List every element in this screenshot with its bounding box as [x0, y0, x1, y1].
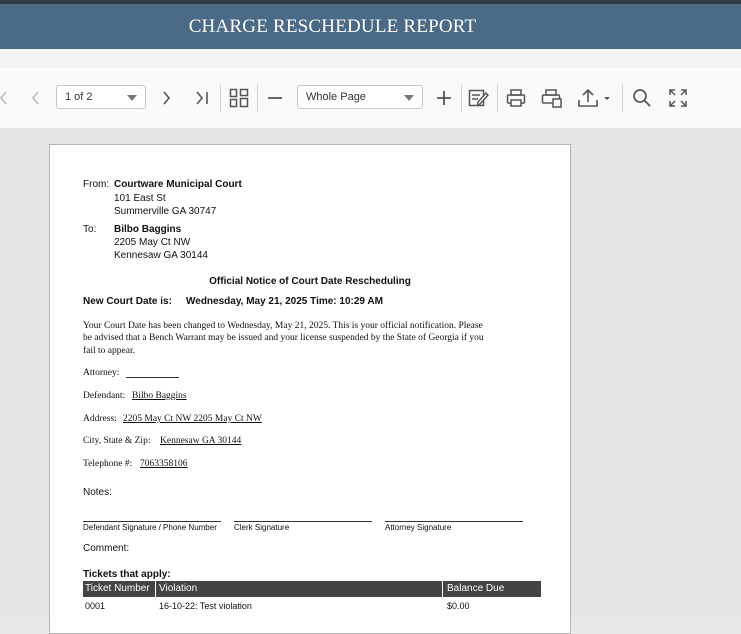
attorney-signature-line	[385, 521, 523, 522]
attorney-blank-line	[126, 377, 179, 378]
column-divider	[442, 581, 443, 597]
toolbar-separator	[622, 84, 623, 112]
last-page-icon	[194, 90, 210, 106]
multipage-button[interactable]	[228, 84, 250, 112]
export-button[interactable]	[576, 84, 612, 112]
search-button[interactable]	[630, 84, 654, 112]
zoom-out-button[interactable]	[264, 84, 286, 112]
chevron-left-icon	[30, 90, 40, 106]
print-button[interactable]	[504, 84, 528, 112]
column-divider	[155, 581, 156, 597]
edit-form-button[interactable]	[467, 84, 491, 112]
edit-form-icon	[468, 88, 490, 108]
title-bar	[0, 4, 741, 49]
column-header-ticket: Ticket Number	[85, 583, 150, 594]
toolbar-separator	[461, 84, 462, 112]
chevron-left-icon	[0, 90, 8, 106]
to-address-line1: 2205 May Ct NW	[114, 237, 191, 248]
clerk-signature-line	[234, 521, 372, 522]
address-value: 2205 May Ct NW 2205 May Ct NW	[123, 414, 262, 424]
last-page-button[interactable]	[192, 84, 212, 112]
fullscreen-button[interactable]	[666, 84, 690, 112]
report-page	[49, 144, 571, 634]
defendant-signature-caption: Defendant Signature / Phone Number	[83, 523, 217, 532]
toolbar-separator	[497, 84, 498, 112]
zoom-select-value: Whole Page	[306, 91, 366, 103]
notice-heading: Official Notice of Court Date Rescheduling	[209, 276, 411, 287]
notice-body-line1: Your Court Date has been changed to Wednesday, May 21, 2025. This is your official notification. Please	[83, 321, 483, 331]
zoom-out-icon	[266, 89, 284, 107]
attorney-label: Attorney:	[83, 368, 120, 378]
from-address-line2: Summerville GA 30747	[114, 206, 217, 217]
to-address-line2: Kennesaw GA 30144	[114, 250, 208, 261]
from-label: From:	[83, 179, 110, 190]
chevron-down-icon	[127, 95, 137, 101]
violation-cell: 16-10-22: Test violation	[159, 601, 252, 611]
page-select-value: 1 of 2	[65, 91, 93, 103]
address-label: Address:	[83, 414, 117, 424]
chevron-down-icon	[404, 95, 414, 101]
search-icon	[632, 88, 652, 108]
telephone-label: Telephone #:	[83, 459, 133, 469]
grid-icon	[229, 88, 249, 108]
ticket-number-cell: 0001	[85, 601, 106, 611]
toolbar-separator	[257, 84, 258, 112]
to-name: Bilbo Baggins	[114, 224, 182, 235]
viewer-toolbar	[0, 68, 741, 129]
new-date-value: Wednesday, May 21, 2025 Time: 10:29 AM	[186, 296, 383, 307]
from-name: Courtware Municipal Court	[114, 179, 242, 190]
column-header-violation: Violation	[159, 583, 198, 594]
from-address-line1: 101 East St	[114, 193, 166, 204]
defendant-value: Bilbo Baggins	[132, 391, 187, 401]
table-header-row	[83, 581, 541, 597]
page-select[interactable]	[56, 85, 146, 109]
notice-body-line3: fail to appear.	[83, 346, 135, 356]
zoom-select[interactable]	[297, 85, 423, 109]
column-header-balance: Balance Due	[447, 583, 505, 594]
print-page-button[interactable]	[540, 84, 564, 112]
attorney-signature-caption: Attorney Signature	[385, 523, 452, 532]
telephone-value: 7063358106	[140, 459, 188, 469]
city-label: City, State & Zip:	[83, 436, 151, 446]
toolbar-separator	[220, 84, 221, 112]
fullscreen-icon	[668, 88, 688, 108]
export-icon	[577, 88, 611, 108]
prev-page-button[interactable]	[26, 84, 44, 112]
print-page-icon	[541, 88, 563, 108]
next-page-button[interactable]	[158, 84, 176, 112]
table-row	[83, 599, 541, 615]
first-page-button[interactable]	[0, 84, 10, 112]
report-title: CHARGE RESCHEDULE REPORT	[188, 16, 477, 37]
comment-label: Comment:	[83, 543, 130, 554]
defendant-signature-line	[83, 521, 221, 522]
toolbar-gap	[0, 49, 741, 68]
new-date-label: New Court Date is:	[83, 296, 172, 307]
city-value: Kennesaw GA 30144	[160, 436, 242, 446]
notes-label: Notes:	[83, 487, 112, 498]
notice-body-line2: be advised that a Bench Warrant may be issued and your license suspended by the State of Georgia if you	[83, 333, 484, 343]
balance-cell: $0.00	[447, 601, 470, 611]
tickets-label: Tickets that apply:	[83, 569, 171, 580]
clerk-signature-caption: Clerk Signature	[234, 523, 290, 532]
defendant-label: Defendant:	[83, 391, 126, 401]
zoom-in-button[interactable]	[433, 84, 455, 112]
chevron-right-icon	[162, 90, 172, 106]
zoom-in-icon	[435, 89, 453, 107]
to-label: To:	[83, 224, 97, 235]
print-icon	[506, 88, 526, 108]
